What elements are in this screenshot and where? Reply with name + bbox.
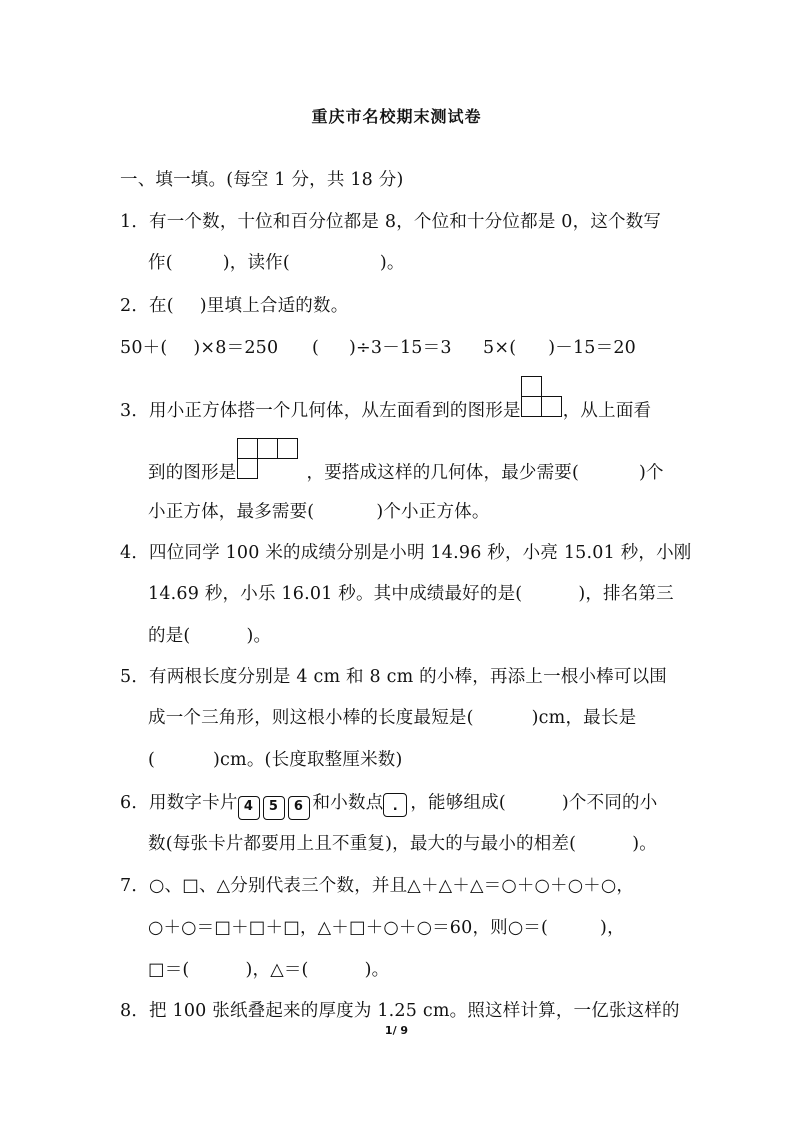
q7-line1	[120, 874, 634, 898]
q1-text-c: )。	[379, 253, 405, 273]
digit-card-5: 5	[263, 796, 285, 820]
q6-text-a: 6．用数字卡片	[120, 793, 238, 813]
q3-line1	[120, 396, 651, 423]
q4-text-d: )。	[246, 626, 272, 646]
q3-text-g: )个小正方体。	[376, 502, 490, 522]
q7-text-d: )，△＝(	[245, 960, 309, 980]
q3-text-d: ，要搭成这样的几何体，最少需要(	[306, 463, 580, 483]
q3-text-e: )个	[639, 463, 664, 483]
q5-text-d: )cm。(长度取整厘米数)	[213, 750, 403, 770]
eq-text: )÷3－15＝3	[349, 338, 452, 358]
eq-text: )×8＝250	[193, 338, 279, 358]
q7-text: 7．○、□、△分别代表三个数，并且△＋△＋△＝○＋○＋○＋○，	[120, 876, 635, 896]
q1-text-b: )，读作(	[222, 253, 290, 273]
eq-text: (	[312, 338, 320, 358]
digit-card-4: 4	[238, 796, 260, 820]
eq-text: 5×(	[483, 338, 517, 358]
q3-text-b: ，从上面看	[562, 401, 652, 421]
q2-text-b: )里填上合适的数。	[199, 296, 349, 316]
q1-text-a: 作(	[148, 253, 173, 273]
top-view-figure	[237, 458, 295, 478]
q5-text-c: (	[148, 750, 156, 770]
section-heading-text: 一、填一填。(每空 1 分，共 18 分)	[120, 170, 404, 190]
q7-text-c: □＝(	[148, 960, 190, 980]
left-view-figure	[521, 396, 563, 416]
eq-text: )－15＝20	[548, 338, 636, 358]
q6-text-b: 和小数点	[312, 793, 384, 813]
q4-line3	[148, 624, 271, 648]
q7-line2	[148, 916, 625, 940]
q2-line1	[120, 294, 348, 318]
q7-text-b: )，	[600, 918, 625, 938]
q4-text-a: 14.69 秒，小乐 16.01 秒。其中成绩最好的是(	[148, 584, 523, 604]
q2-equation-1	[120, 336, 278, 360]
q1-line2	[148, 251, 405, 275]
q7-line3	[148, 958, 389, 982]
q6-text-f: )。	[632, 834, 657, 854]
q6-text-d: )个不同的小	[561, 793, 658, 813]
q4-text-b: )，排名第三	[578, 584, 674, 604]
q4-line1	[120, 541, 692, 565]
q2-equation-2	[312, 336, 452, 360]
q5-line1	[120, 665, 667, 689]
q4-line2	[148, 582, 674, 606]
q1-text: 1．有一个数，十位和百分位都是 8，个位和十分位都是 0，这个数写	[120, 212, 662, 232]
q6-line1	[120, 791, 657, 820]
q3-line2	[148, 458, 664, 485]
q1-line1	[120, 210, 661, 234]
q6-line2	[148, 832, 657, 856]
q3-line3	[148, 500, 490, 524]
q5-line2	[148, 706, 636, 730]
q5-text-a: 成一个三角形，则这根小棒的长度最短是(	[148, 708, 474, 728]
page-number: 1/ 9	[384, 1024, 409, 1037]
q5-line3	[148, 748, 403, 772]
q3-text-c: 到的图形是	[148, 463, 237, 483]
q4-text-c: 的是(	[148, 626, 191, 646]
q5-text-b: )cm，最长是	[531, 708, 637, 728]
q7-text-e: )。	[364, 960, 390, 980]
q6-text-c: ，能够组成(	[410, 793, 506, 813]
eq-text: 50＋(	[120, 338, 168, 358]
q4-text: 4．四位同学 100 米的成绩分别是小明 14.96 秒，小亮 15.01 秒，小刚	[120, 543, 692, 563]
q3-text-a: 3．用小正方体搭一个几何体，从左面看到的图形是	[120, 401, 521, 421]
q2-equation-3	[483, 336, 636, 360]
q8-line1	[120, 999, 680, 1023]
q3-text-f: 小正方体，最多需要(	[148, 502, 315, 522]
q7-text-a: ○＋○＝□＋□＋□，△＋□＋○＋○＝60，则○＝(	[148, 918, 549, 938]
q8-text: 8．把 100 张纸叠起来的厚度为 1.25 cm。照这样计算，一亿张这样的	[120, 1001, 680, 1021]
digit-card-6: 6	[288, 796, 310, 820]
decimal-point-card: .	[383, 793, 407, 817]
q2-text-a: 2．在(	[120, 296, 174, 316]
q6-text-e: 数(每张卡片都要用上且不重复)，最大的与最小的相差(	[148, 834, 577, 854]
page-title: 重庆市名校期末测试卷	[311, 107, 482, 126]
section-heading	[120, 168, 404, 192]
q5-text: 5．有两根长度分别是 4 cm 和 8 cm 的小棒，再添上一根小棒可以围	[120, 667, 667, 687]
